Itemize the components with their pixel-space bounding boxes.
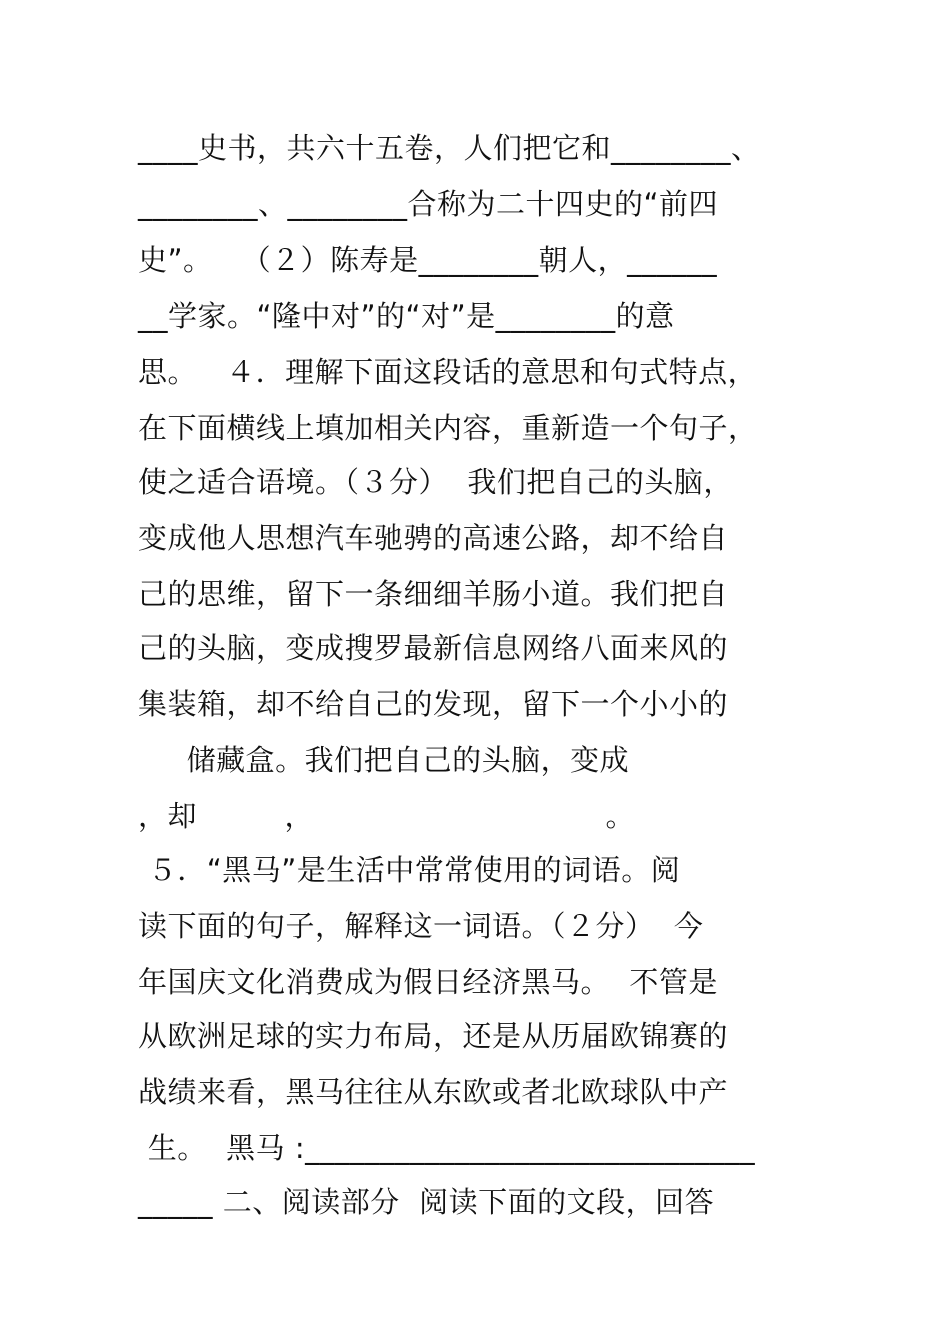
text-line: ５．“黑马”是生活中常常使用的词语。阅	[138, 853, 681, 887]
text-line: 战绩来看，黑马往往从东欧或者北欧球队中产	[138, 1075, 729, 1109]
text-line: ，却 ， 。	[138, 799, 636, 833]
text-line: 读下面的句子，解释这一词语。（２分） 今	[138, 909, 704, 943]
text-line: __学家。“隆中对”的“对”是________的意	[138, 299, 675, 333]
text-line: 从欧洲足球的实力布局，还是从历届欧锦赛的	[138, 1019, 729, 1053]
text-line: 集装箱，却不给自己的发现，留下一个小小的	[138, 687, 729, 721]
text-line: _____ 二、阅读部分 阅读下面的文段，回答	[138, 1185, 715, 1219]
text-line: ____史书，共六十五卷，人们把它和________、	[138, 131, 761, 165]
text-line: 使之适合语境。（３分） 我们把自己的头脑，	[138, 465, 733, 499]
text-line: 史”。 （２）陈寿是________朝人，______	[138, 243, 718, 277]
text-line: 生。 黑马 :______________________________	[138, 1131, 756, 1165]
text-line: 在下面横线上填加相关内容，重新造一个句子，	[138, 411, 758, 445]
text-line: 己的思维，留下一条细细羊肠小道。我们把自	[138, 577, 729, 611]
text-line: 己的头脑，变成搜罗最新信息网络八面来风的	[138, 631, 729, 665]
text-line: 思。 ４．理解下面这段话的意思和句式特点，	[138, 355, 758, 389]
text-line: ________、________合称为二十四史的“前四	[138, 187, 719, 221]
text-line: 年国庆文化消费成为假日经济黑马。 不管是	[138, 965, 718, 999]
text-line: 储藏盒。我们把自己的头脑，变成	[138, 743, 630, 777]
text-line: 变成他人思想汽车驰骋的高速公路，却不给自	[138, 521, 729, 555]
